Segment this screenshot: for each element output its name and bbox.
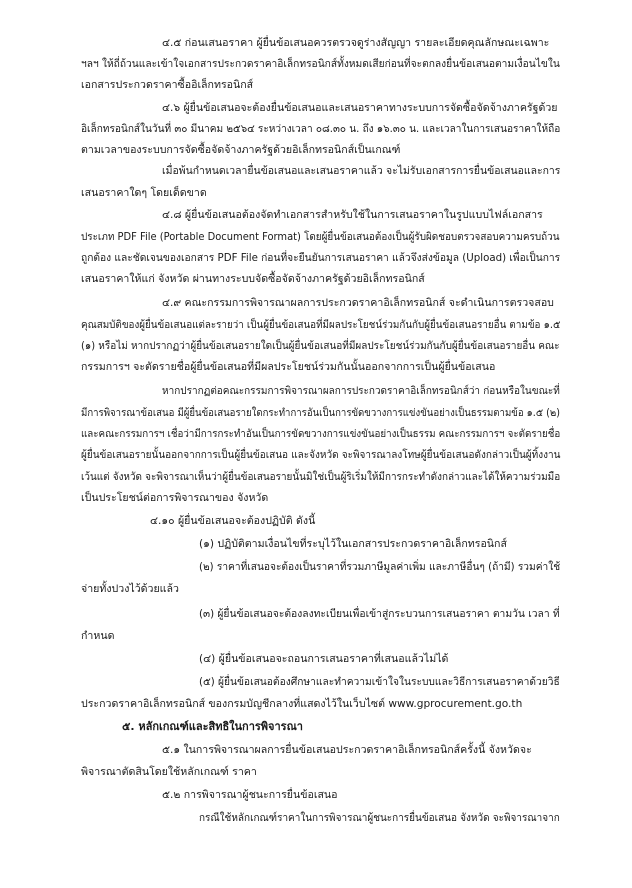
clause-4-9-para2-line-1: หากปรากฏต่อคณะกรรมการพิจารณาผลการประกวดราคาอิเล็กทรอนิกส์ว่า ก่อนหรือในขณะที่ — [162, 385, 560, 397]
clause-4-8-line-4: เสนอราคาให้แก่ จังหวัด ผ่านทางระบบจัดซื้อจัดจ้างภาครัฐด้วยอิเล็กทรอนิกส์ — [81, 273, 425, 285]
clause-4-5-line-1: ๔.๕ ก่อนเสนอราคา ผู้ยื่นข้อเสนอควรตรวจดูร่างสัญญา รายละเอียดคุณลักษณะเฉพาะ — [162, 37, 550, 49]
clause-4-8-line-1: ๔.๘ ผู้ยื่นข้อเสนอต้องจัดทำเอกสารสำหรับใช้ในการเสนอราคาในรูปแบบไฟล์เอกสาร — [162, 209, 543, 221]
clause-4-9-line-2: คุณสมบัติของผู้ยื่นข้อเสนอแต่ละรายว่า เป็นผู้ยื่นข้อเสนอที่มีผลประโยชน์ร่วมกันกับผู้ยื่นข้อเสนอรายอื่น ตามข้อ ๑.๕ — [81, 319, 561, 331]
clause-4-9-para2-line-3: และคณะกรรมการฯ เชื่อว่ามีการกระทำอันเป็นการขัดขวางการแข่งขันอย่างเป็นธรรม คณะกรรมการฯ จะตัดรายชื่อ — [81, 428, 561, 440]
clause-5-1-line-2: พิจารณาตัดสินโดยใช้หลักเกณฑ์ ราคา — [81, 766, 257, 778]
clause-4-5-line-3: เอกสารประกวดราคาซื้ออิเล็กทรอนิกส์ — [81, 79, 254, 91]
clause-4-6-line-1: ๔.๖ ผู้ยื่นข้อเสนอจะต้องยื่นข้อเสนอและเสนอราคาทางระบบการจัดซื้อจัดจ้างภาครัฐด้วย — [162, 102, 558, 114]
clause-4-9-para2-line-4: ผู้ยื่นข้อเสนอรายนั้นออกจากการเป็นผู้ยื่นข้อเสนอ และจังหวัด จะพิจารณาลงโทษผู้ยื่นข้อเสนอดังกล่าวเป็นผู้ทิ้งงาน — [81, 449, 561, 461]
clause-4-7-line-2: เสนอราคาใดๆ โดยเด็ดขาด — [81, 187, 207, 199]
clause-4-8-line-3: ถูกต้อง และชัดเจนของเอกสาร PDF File ก่อนที่จะยืนยันการเสนอราคา แล้วจึงส่งข้อมูล (Upload) เพื่อเป็นการ — [81, 252, 561, 264]
clause-4-10-item-4: (๔) ผู้ยื่นข้อเสนอจะถอนการเสนอราคาที่เสนอแล้วไม่ได้ — [199, 653, 449, 665]
clause-4-9-para2-line-5: เว้นแต่ จังหวัด จะพิจารณาเห็นว่าผู้ยื่นข้อเสนอรายนั้นมิใช่เป็นผู้ริเริ่มให้มีการกระทำดังกล่าวและได้ให้ความร่วมมือ — [81, 471, 561, 483]
clause-4-10-item-3-line-1: (๓) ผู้ยื่นข้อเสนอจะต้องลงทะเบียนเพื่อเข้าสู่กระบวนการเสนอราคา ตามวัน เวลา ที่ — [199, 608, 560, 620]
section-5-heading: ๕. หลักเกณฑ์และสิทธิในการพิจารณา — [122, 720, 303, 733]
clause-4-9-line-3: (๑) หรือไม่ หากปรากฏว่าผู้ยื่นข้อเสนอรายใดเป็นผู้ยื่นข้อเสนอที่มีผลประโยชน์ร่วมกันกับผู้ยื่นข้อเสนอรายอื่น คณะ — [81, 340, 560, 352]
clause-4-8-line-2: ประเภท PDF File (Portable Document Format) โดยผู้ยื่นข้อเสนอต้องเป็นผู้รับผิดชอบตรวจสอบความครบถ้วน — [81, 231, 560, 243]
clause-4-6-line-3: ตามเวลาของระบบการจัดซื้อจัดจ้างภาครัฐด้วยอิเล็กทรอนิกส์เป็นเกณฑ์ — [81, 144, 401, 156]
clause-4-9-para2-line-2: มีการพิจารณาข้อเสนอ มีผู้ยื่นข้อเสนอรายใดกระทำการอันเป็นการขัดขวางการแข่งขันอย่างเป็นธรรมตามข้อ ๑.๕ (๒) — [81, 407, 561, 419]
clause-4-9-line-4: กรรมการฯ จะตัดรายชื่อผู้ยื่นข้อเสนอที่มีผลประโยชน์ร่วมกันนั้นออกจากการเป็นผู้ยื่นข้อเสนอ — [81, 361, 496, 373]
clause-4-9-line-1: ๔.๙ คณะกรรมการพิจารณาผลการประกวดราคาอิเล็กทรอนิกส์ จะดำเนินการตรวจสอบ — [162, 297, 554, 309]
clause-4-10-item-5-line-1: (๕) ผู้ยื่นข้อเสนอต้องศึกษาและทำความเข้าใจในระบบและวิธีการเสนอราคาด้วยวิธี — [199, 676, 560, 688]
clause-4-10-item-2-line-2: จ่ายทั้งปวงไว้ด้วยแล้ว — [81, 583, 179, 595]
clause-5-2-line-1: กรณีใช้หลักเกณฑ์ราคาในการพิจารณาผู้ชนะการยื่นข้อเสนอ จังหวัด จะพิจารณาจาก — [199, 812, 560, 824]
clause-4-6-line-2: อิเล็กทรอนิกส์ในวันที่ ๓๐ มีนาคม ๒๕๖๔ ระหว่างเวลา ๐๘.๓๐ น. ถึง ๑๖.๓๐ น. และเวลาในการเสนอราคาให้ถือ — [81, 123, 561, 135]
clause-4-10-item-5-line-2: ประกวดราคาอิเล็กทรอนิกส์ ของกรมบัญชีกลางที่แสดงไว้ในเว็บไซต์ www.gprocurement.go.th — [81, 698, 523, 710]
clause-4-10-item-2-line-1: (๒) ราคาที่เสนอจะต้องเป็นราคาที่รวมภาษีมูลค่าเพิ่ม และภาษีอื่นๆ (ถ้ามี) รวมค่าใช้ — [199, 561, 561, 573]
clause-4-5-line-2: ฯลฯ ให้ถี่ถ้วนและเข้าใจเอกสารประกวดราคาอิเล็กทรอนิกส์ทั้งหมดเสียก่อนที่จะตกลงยื่นข้อเสนอตามเงื่อนไขใน — [81, 58, 560, 70]
clause-5-2-heading: ๕.๒ การพิจารณาผู้ชนะการยื่นข้อเสนอ — [162, 789, 338, 801]
clause-5-1-line-1: ๕.๑ ในการพิจารณาผลการยื่นข้อเสนอประกวดราคาอิเล็กทรอนิกส์ครั้งนี้ จังหวัดจะ — [162, 744, 532, 756]
clause-4-10-item-3-line-2: กำหนด — [81, 630, 115, 642]
clause-4-9-para2-line-6: เป็นประโยชน์ต่อการพิจารณาของ จังหวัด — [81, 492, 269, 504]
clause-4-7-line-1: เมื่อพ้นกำหนดเวลายื่นข้อเสนอและเสนอราคาแล้ว จะไม่รับเอกสารการยื่นข้อเสนอและการ — [162, 165, 561, 177]
clause-4-10-heading: ๔.๑๐ ผู้ยื่นข้อเสนอจะต้องปฏิบัติ ดังนี้ — [150, 515, 316, 527]
clause-4-10-item-1: (๑) ปฏิบัติตามเงื่อนไขที่ระบุไว้ในเอกสารประกวดราคาอิเล็กทรอนิกส์ — [199, 538, 507, 550]
